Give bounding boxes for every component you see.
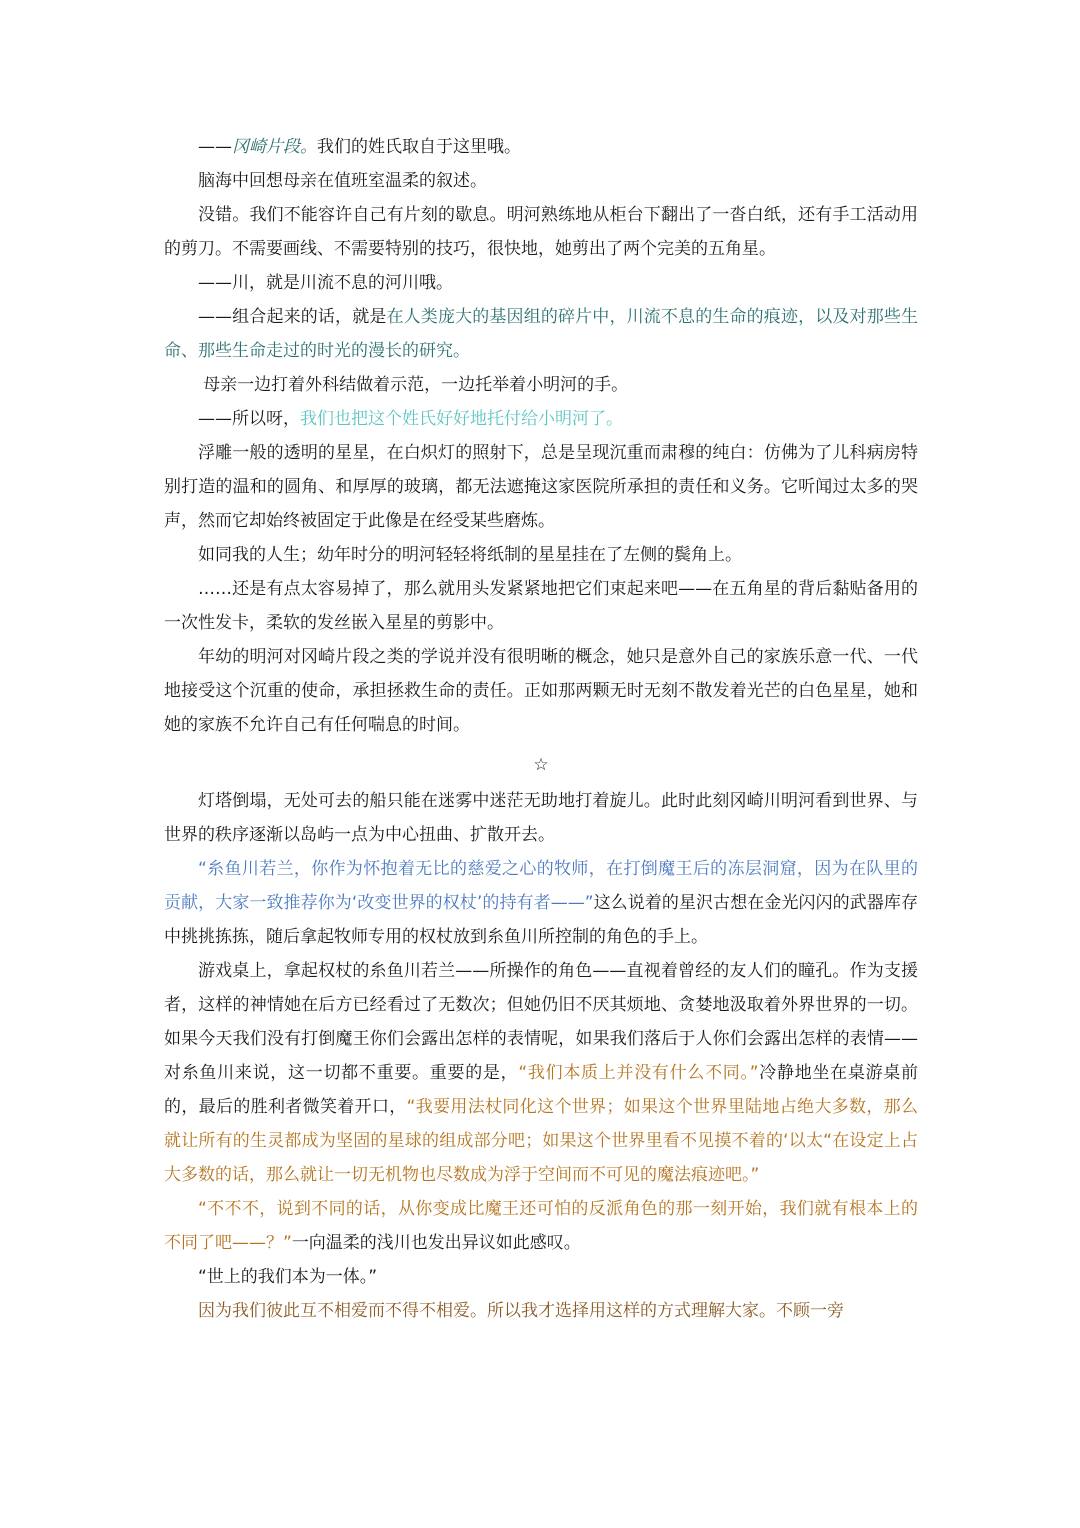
dialogue-quote: “不不不，说到不同的话，从你变成比魔王还可怕的反派角色的那一刻开始，我们就有根本上的不同了吧——？” [164,1199,918,1253]
dash: —— [198,137,232,157]
dialogue-quote: “我们本质上并没有什么不同。” [518,1063,759,1083]
paragraph-1 [164,130,918,164]
paragraph-text: ——组合起来的话，就是 [198,307,387,327]
paragraph-10: ……还是有点太容易掉了，那么就用头发紧紧地把它们束起来吧——在五角星的背后黏贴备用的一次性发卡，柔软的发丝嵌入星星的剪影中。 [164,579,918,633]
paragraph-15 [164,1192,918,1260]
paragraph-4: ——川，就是川流不息的河川哦。 [198,273,453,293]
paragraph-9: 如同我的人生；幼年时分的明河轻轻将纸制的星星挂在了左侧的鬓角上。 [198,545,742,565]
document-page [164,130,918,1328]
dialogue-quote: “糸鱼川若兰，你作为怀抱着无比的慈爱之心的牧师，在打倒魔王后的冻层洞窟，因为在队里的贡献，大家一致推荐你为‘改变世界的权杖’的持有者——” [164,859,918,913]
paragraph-text: ——所以呀， [198,409,300,429]
paragraph-8: 浮雕一般的透明的星星，在白炽灯的照射下，总是呈现沉重而肃穆的纯白：仿佛为了儿科病房特别打造的温和的圆角、和厚厚的玻璃，都无法遮掩这家医院所承担的责任和义务。它听闻过太多的哭声，然而它却始终被固定于此像是在经受某些磨炼。 [164,443,918,531]
section-separator-star: ☆ [533,755,549,775]
paragraph-6: 母亲一边打着外科结做着示范，一边托举着小明河的手。 [203,375,629,395]
paragraph-text: 冷静地坐在桌游桌前的，最后的胜利者微笑着开口， [164,1063,919,1117]
paragraph-16: “世上的我们本为一体。” [198,1267,378,1287]
paragraph-14 [164,954,918,1192]
paragraph-12: 灯塔倒塌，无处可去的船只能在迷雾中迷茫无助地打着旋儿。此时此刻冈崎川明河看到世界、与世界的秩序逐渐以岛屿一点为中心扭曲、扩散开去。 [164,791,918,845]
paragraph-text: 游戏桌上，拿起权杖的糸鱼川若兰——所操作的角色——直视着曾经的友人们的瞳孔。作为支援者，这样的神情她在后方已经看过了无数次；但她仍旧不厌其烦地、贪婪地汲取着外界世界的一切。如果今天我们没有打倒魔王你们会露出怎样的表情呢，如果我们落后于人你们会露出怎样的表情——对糸鱼川来说，这一切都不重要。重要的是， [164,961,918,1083]
highlighted-quote: 在人类庞大的基因组的碎片中，川流不息的生命的痕迹，以及对那些生命、那些生命走过的时光的漫长的研究。 [164,307,918,361]
paragraph-2: 脑海中回想母亲在值班室温柔的叙述。 [198,171,487,191]
paragraph-17: 因为我们彼此互不相爱而不得不相爱。所以我才选择用这样的方式理解大家。不顾一旁 [198,1301,844,1321]
paragraph-text: 这么说着的星沢古想在金光闪闪的武器库存中挑挑拣拣，随后拿起牧师专用的权杖放到糸鱼川所控制的角色的手上。 [164,893,918,947]
paragraph-11: 年幼的明河对冈崎片段之类的学说并没有很明晰的概念，她只是意外自己的家族乐意一代、一代地接受这个沉重的使命，承担拯救生命的责任。正如那两颗无时无刻不散发着光芒的白色星星，她和她的家族不允许自己有任何喘息的时间。 [164,647,918,735]
highlighted-quote: 我们也把这个姓氏好好地托付给小明河了。 [300,409,623,429]
paragraph-7 [164,402,918,436]
paragraph-5 [164,300,918,368]
okazaki-fragment-term: 冈崎片段。 [232,137,317,157]
paragraph-text: 我们的姓氏取自于这里哦。 [317,137,521,157]
paragraph-text: 一向温柔的浅川也发出异议如此感叹。 [291,1233,581,1253]
paragraph-3: 没错。我们不能容许自己有片刻的歇息。明河熟练地从柜台下翻出了一沓白纸，还有手工活动用的剪刀。不需要画线、不需要特别的技巧，很快地，她剪出了两个完美的五角星。 [164,205,918,259]
paragraph-13 [164,852,918,954]
dialogue-quote: “我要用法杖同化这个世界；如果这个世界里陆地占绝大多数，那么就让所有的生灵都成为坚固的星球的组成部分吧；如果这个世界里看不见摸不着的‘以太“在设定上占大多数的话，那么就让一切无机物也尽数成为浮于空间而不可见的魔法痕迹吧。” [164,1097,918,1185]
